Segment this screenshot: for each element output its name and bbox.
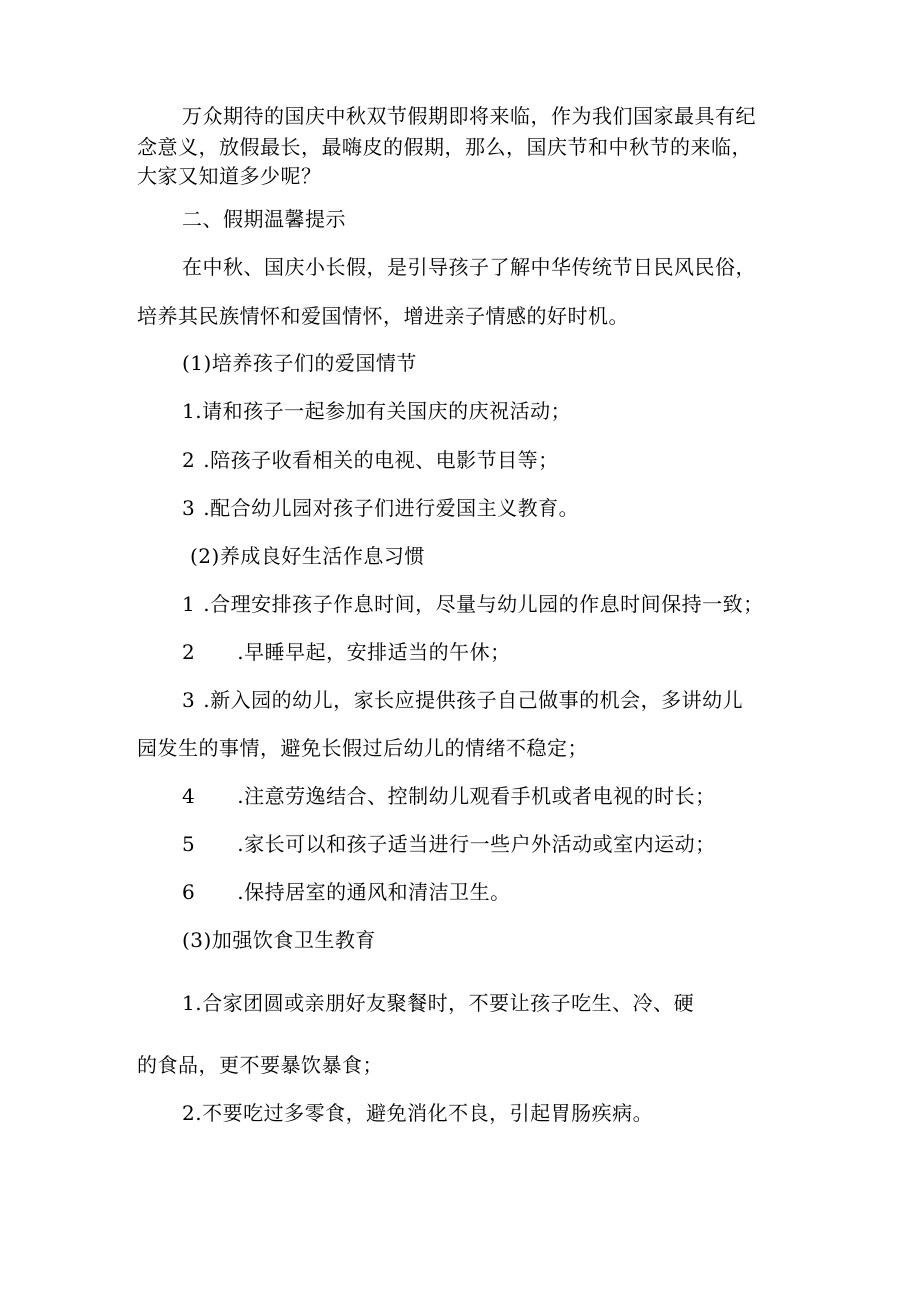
list-item-number: 1. — [182, 991, 203, 1015]
list-item-number: 3 — [182, 496, 196, 520]
intro-line-1: 万众期待的国庆中秋双节假期即将来临，作为我们国家最具有纪 — [182, 104, 756, 128]
list-item-text: .保持居室的通风和清洁卫生。 — [237, 880, 511, 904]
list-item — [182, 687, 743, 713]
section-para-line-2: 培养其民族情怀和爱国情怀，增进亲子情感的好时机。 — [137, 304, 629, 328]
list-item — [182, 591, 764, 617]
list-item-text: 请和孩子一起参加有关国庆的庆祝活动； — [202, 399, 572, 423]
list-item-number: 2 — [182, 448, 196, 472]
list-item — [182, 639, 511, 665]
list-item — [182, 1100, 653, 1126]
list-item-text: .早睡早起，安排适当的午休； — [237, 640, 511, 664]
list-item-number: 2 — [182, 640, 196, 664]
list-item-number: 6 — [182, 880, 196, 904]
list-item — [182, 447, 559, 473]
list-item-text: .注意劳逸结合、控制幼儿观看手机或者电视的时长； — [237, 784, 716, 808]
list-item — [182, 879, 511, 905]
intro-line-3: 大家又知道多少呢？ — [137, 164, 322, 188]
list-item-number: 5 — [182, 832, 196, 856]
list-item-text: .陪孩子收看相关的电视、电影节目等； — [203, 448, 559, 472]
list-item-continuation: 的食品，更不要暴饮暴食； — [137, 1053, 383, 1077]
list-item-text: .合理安排孩子作息时间，尽量与幼儿园的作息时间保持一致； — [203, 592, 764, 616]
list-item-continuation: 园发生的事情，避免长假过后幼儿的情绪不稳定； — [137, 736, 588, 760]
list-item — [182, 990, 694, 1016]
list-item-number: 1 — [182, 592, 196, 616]
list-item — [182, 398, 571, 424]
section-para-line-1: 在中秋、国庆小长假，是引导孩子了解中华传统节日民风民俗， — [182, 255, 756, 279]
list-item-number: 3 — [182, 688, 196, 712]
subsection-heading-2: (2)养成良好生活作息习惯 — [190, 544, 425, 568]
list-item — [182, 495, 579, 521]
list-item-text: .新入园的幼儿，家长应提供孩子自己做事的机会，多讲幼儿 — [203, 688, 744, 712]
list-item-text: .配合幼儿园对孩子们进行爱国主义教育。 — [203, 496, 580, 520]
list-item — [182, 831, 716, 857]
list-item-text: .家长可以和孩子适当进行一些户外活动或室内运动； — [237, 832, 716, 856]
list-item-number: 1. — [182, 399, 203, 423]
intro-line-2: 念意义，放假最长，最嗨皮的假期，那么，国庆节和中秋节的来临， — [137, 135, 752, 159]
section-heading: 二、假期温馨提示 — [182, 207, 346, 231]
list-item-text: 不要吃过多零食，避免消化不良，引起胃肠疾病。 — [202, 1101, 654, 1125]
subsection-heading-1: (1)培养孩子们的爱国情节 — [182, 351, 417, 375]
list-item-number: 2. — [182, 1101, 203, 1125]
list-item-text: 合家团圆或亲朋好友聚餐时，不要让孩子吃生、冷、硬 — [202, 991, 695, 1015]
list-item-number: 4 — [182, 784, 196, 808]
list-item — [182, 783, 716, 809]
subsection-heading-3: (3)加强饮食卫生教育 — [182, 928, 376, 952]
